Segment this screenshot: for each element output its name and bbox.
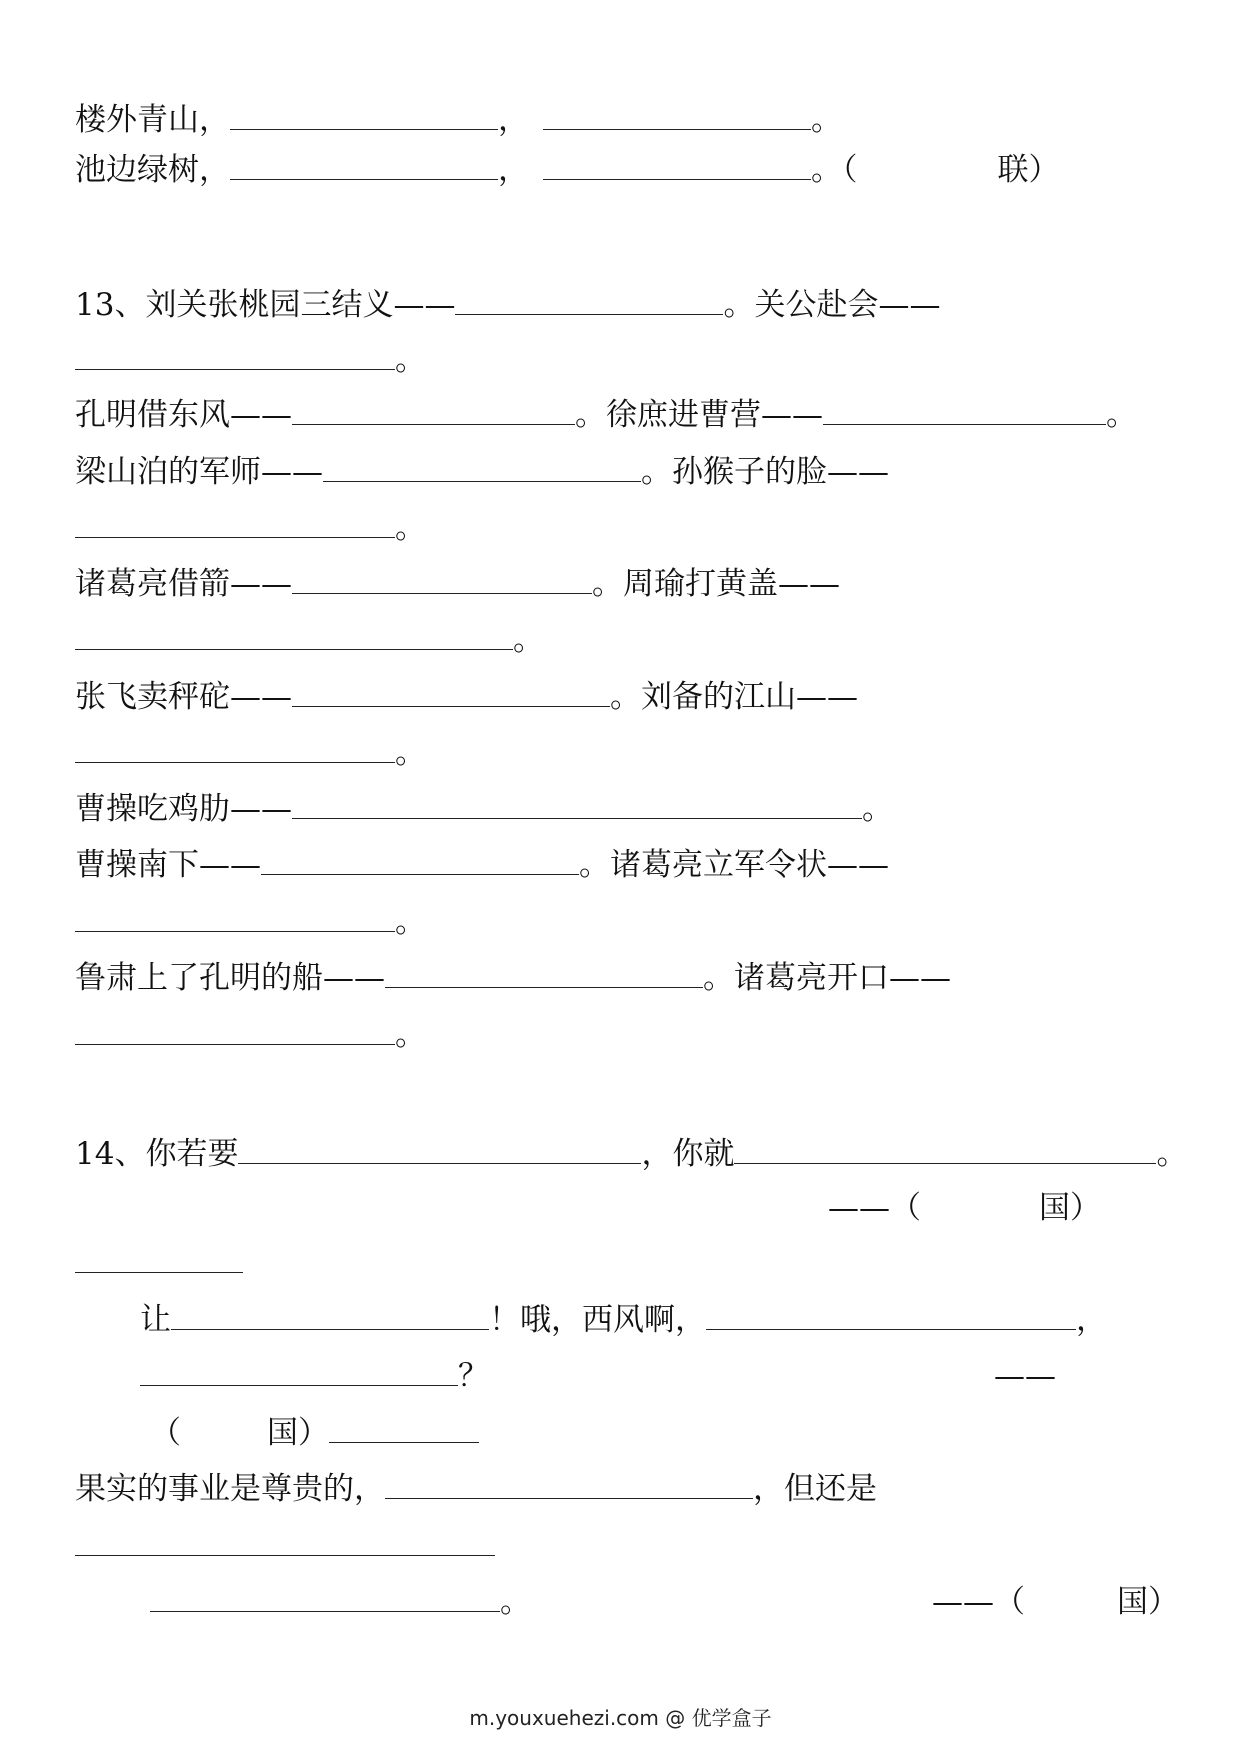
answer-blank[interactable]	[171, 1303, 489, 1330]
answer-blank[interactable]	[75, 343, 395, 370]
answer-blank[interactable]	[329, 1416, 479, 1443]
answer-blank[interactable]	[543, 103, 811, 130]
answer-blank[interactable]	[238, 1137, 641, 1164]
q14-line-8	[75, 1526, 495, 1566]
answer-blank[interactable]	[75, 1529, 495, 1556]
q13-line-5: 。	[75, 508, 426, 548]
answer-blank[interactable]	[75, 905, 395, 932]
answer-blank[interactable]	[823, 398, 1106, 425]
q13-line-11: 曹操南下—— 。诸葛亮立军令状——	[75, 847, 889, 883]
answer-blank[interactable]	[75, 1246, 243, 1273]
q14-attribution-2: （ 国）	[150, 1413, 479, 1453]
q13-line-1: 13、刘关张桃园三结义—— 。关公赴会——	[75, 287, 941, 323]
q13-line-10: 曹操吃鸡肋—— 。	[75, 791, 893, 827]
answer-blank[interactable]	[292, 567, 592, 594]
q14-line-7: 果实的事业是尊贵的， ，但还是	[75, 1471, 877, 1507]
q14-line-4: 让 ！哦，西风啊， ，	[140, 1302, 1107, 1338]
answer-blank[interactable]	[140, 1359, 458, 1386]
q13-line-4: 梁山泊的军师—— 。孙猴子的脸——	[75, 454, 889, 490]
q13-line-9: 。	[75, 733, 426, 773]
answer-blank[interactable]	[455, 288, 723, 315]
q14-attribution-1: ——（ 国）	[828, 1190, 1101, 1226]
q13-line-3: 孔明借东风—— 。徐庶进曹营—— 。	[75, 397, 1137, 433]
answer-blank[interactable]	[706, 1303, 1076, 1330]
q12-line-2: 池边绿树， ， 。（ 联）	[75, 152, 1060, 188]
q14-line-3	[75, 1243, 243, 1283]
q13-line-12: 。	[75, 902, 426, 942]
q13-line-2: 。	[75, 340, 426, 380]
q13-line-14: 。	[75, 1015, 426, 1055]
answer-blank[interactable]	[75, 736, 395, 763]
answer-blank[interactable]	[543, 153, 811, 180]
answer-blank[interactable]	[75, 623, 513, 650]
q14-attribution-2-dash: ——	[994, 1358, 1056, 1394]
answer-blank[interactable]	[230, 103, 498, 130]
answer-blank[interactable]	[230, 153, 498, 180]
q14-line-9: 。	[150, 1582, 531, 1622]
answer-blank[interactable]	[385, 961, 703, 988]
answer-blank[interactable]	[292, 792, 862, 819]
answer-blank[interactable]	[292, 398, 575, 425]
answer-blank[interactable]	[323, 455, 641, 482]
q13-line-6: 诸葛亮借箭—— 。周瑜打黄盖——	[75, 566, 840, 602]
answer-blank[interactable]	[292, 680, 610, 707]
footer-watermark: m.youxuehezi.com @ 优学盒子	[469, 1706, 772, 1730]
answer-blank[interactable]	[75, 1018, 395, 1045]
q14-line-1: 14、你若要 ，你就 。	[75, 1136, 1188, 1172]
answer-blank[interactable]	[734, 1137, 1156, 1164]
q13-line-13: 鲁肃上了孔明的船—— 。诸葛亮开口——	[75, 960, 951, 996]
q12-line-1: 楼外青山， ， 。	[75, 102, 842, 138]
q14-line-5: ？	[140, 1356, 489, 1396]
q13-line-8: 张飞卖秤砣—— 。刘备的江山——	[75, 679, 858, 715]
q13-line-7: 。	[75, 620, 544, 660]
answer-blank[interactable]	[385, 1472, 753, 1499]
answer-blank[interactable]	[150, 1585, 500, 1612]
answer-blank[interactable]	[75, 511, 395, 538]
q14-attribution-3: ——（ 国）	[932, 1584, 1179, 1620]
answer-blank[interactable]	[261, 848, 579, 875]
